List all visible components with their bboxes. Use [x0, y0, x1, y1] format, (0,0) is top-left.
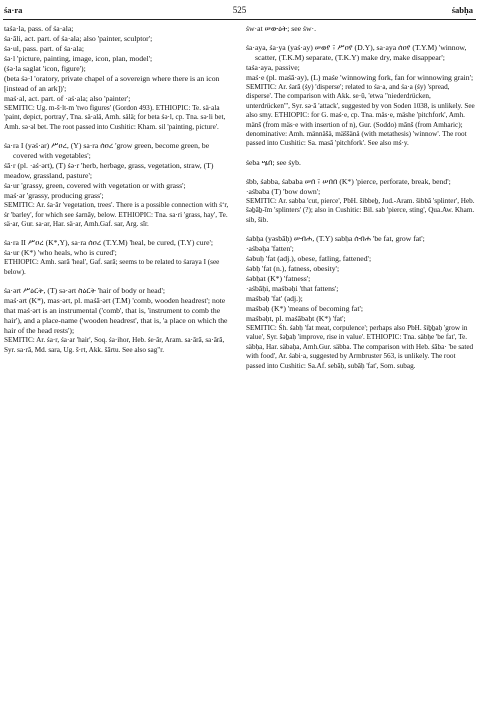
etymology-note: SEMITIC: Ar. śa·ār 'vegetation, trees'. There is a possible connection with śʻr, śr 'barley', for which see śarnāy, below. ETHIOPIC: Tna. sa·ri 'grass, hay', Te. sä·ar, Gur. sa·ar, Har. sä·ar, Amh.Gaf. sar, Arg. sīr.	[4, 201, 229, 229]
dictionary-entry-line: śa·ra II ሥዐረ (K*,Y), sa·ra ሰዐረ (T.Y.M) 'heal, be cured, (T.Y) cure';	[4, 238, 214, 248]
dictionary-entry-line: maś·e (pl. maśā·əy), (L) maśe 'winnowing fork, fan for winnowing grain';	[246, 73, 474, 82]
dictionary-entry-line: (beta śə·l 'oratory, private chapel of a sovereign where there is an icon [instead of an ark])';	[4, 74, 220, 93]
left-column	[4, 24, 232, 355]
dictionary-entry-line: śəbuḥ 'fat (adj.), obese, fatling, fattened';	[246, 254, 372, 264]
right-column	[246, 24, 475, 371]
dictionary-entry-line: śbb, śabba, śababa ሠበ ፣ ሠበበ (K*) 'pierce, perforate, break, bend';	[246, 176, 451, 186]
header-rule	[3, 19, 476, 20]
dictionary-entry-line: maś·ərt (K*), mas·ərt, pl. maśā·ərt (T.M) 'comb, wooden headrest'; note that maś·ərt is an instrumental ('comb', that is, 'instrument to comb the hair'), and a place-name ('wooden headrest', that is, 'a place on which the hair of the head rests');	[4, 296, 228, 336]
etymology-note: SEMITIC: Ar. sabba 'cut, pierce', PbH. šibbeḇ, Jud.-Aram. šibbā 'splinter', Heb. šəḇāḇ-īm 'splinters' (?); also in Cushitic: Bil. sab 'pierce, sting', Qua.Aw. Kham. sib, šib.	[246, 196, 475, 224]
dictionary-entry-line: maś·al, act. part. of ·aś·ala; also 'painter';	[4, 94, 131, 103]
dictionary-entry-line: (śə·la saglat 'icon, figure');	[4, 64, 86, 73]
dictionary-entry-line: śabḥa (yəsbāḥ) ሠብሐ, (T.Y) sabḥa ሰብሐ 'be fat, grow fat';	[246, 234, 425, 244]
dictionary-entry-line: ·aśbaba (T) 'bow down';	[246, 186, 321, 196]
header-left-guideword: śa·ra	[4, 5, 23, 15]
etymology-note: SEMITIC: Śh. śabḥ 'fat meat, corpulence'; perhaps also PbH. šiḇḇaḥ 'grow in value', Syr. šəḇaḥ 'improve, rise in value'. ETHIOPIC: Tna. säbḥe 'be fat', Te. säbḥa, Har. säbaḥa, Amh.Gur. säbba. The comparison with Heb. śāba· 'be sated with food', Ar. śabi·a, suggested by Armbruster 563, is unlikely. The root passed into Cushitic: Sa.Af. sebāḥ, subāḥ 'fat', Som. subag.	[246, 324, 474, 370]
running-header	[0, 5, 479, 19]
dictionary-entry-line: maśbəḥ (K*) 'means of becoming fat';	[246, 304, 363, 314]
dictionary-entry-line: śa·āli, act. part. of śa·ala; also 'painter, sculptor';	[4, 34, 153, 43]
dictionary-entry-line: maśbəḥt, pl. maśābəḥt (K*) 'fat';	[246, 314, 346, 324]
dictionary-entry-line: śa·ur 'grassy, green, covered with vegetation or with grass';	[4, 181, 186, 191]
dictionary-entry-line: śəbḥ 'fat (n.), fatness, obesity';	[246, 264, 340, 274]
dictionary-entry-line: śə·ul, pass. part. of śa·ala;	[4, 44, 85, 53]
dictionary-entry-line: śā·r (pl. ·aś·ərt), (T) śə·r 'herb, herbage, grass, vegetation, straw, (T) meadow, grassland, pasture';	[4, 161, 214, 181]
etymology-note: SEMITIC: Ug. m-š·lt-m 'two figures' (Gordon 493). ETHIOPIC: Te. sä·ala 'paint, depict, portray', Tna. sä·alä, Amh. sälä; for beta śə·l, cp. Tna. sə·li bet, Amh. sə·əl bet. The root passed into Cushitic: Kham. sil 'painting, picture'.	[4, 104, 226, 131]
dictionary-entry-line: śa·ərt ሥዕርት, (T) sə·ərt ስዕርት 'hair of body or head';	[4, 286, 166, 296]
dictionary-entry-line: taśa·la, pass. of śa·ala;	[4, 24, 74, 33]
dictionary-entry-line: śa·ur (K*) 'who heals, who is cured';	[4, 248, 117, 258]
dictionary-entry-line: maś·ər 'grassy, producing grass';	[4, 191, 104, 201]
dictionary-entry-line: śa·aya, śa·ya (yaś·ay) ሠወየ ፣ ሥዐየ (D.Y), sa·aya ሰዐየ (T.Y.M) 'winnow, scatter, (T.K.M) separate, (T.K.Y) make dry, make disappear';	[246, 43, 467, 62]
dictionary-entry-line: św·at ሠውዕት; see św·.	[246, 24, 317, 33]
dictionary-entry-line: śəbḥat (K*) 'fatness';	[246, 274, 311, 284]
page-number: 525	[232, 5, 247, 15]
dictionary-entry-line: taśa·aya, passive;	[246, 63, 300, 72]
dictionary-entry-line: ·aśbəḥa 'fatten';	[246, 244, 294, 254]
dictionary-entry-line: ·aśbāḥi, maśbəḥi 'that fattens';	[246, 284, 339, 294]
dictionary-entry-line: śa·ra I (yəś·ar) ሥዐረ, (Y) sa·ra ሰዐረ 'grow green, become green, be covered with vegetables';	[4, 141, 210, 161]
etymology-note: SEMITIC: Ar. śa·r, śa·ar 'hair', Soq. śa·ihor, Heb. śe·ār, Aram. sa·ārā, sa·ārā, Syr. sa·rā, Md. sara, Ug. š·rt, Akk. šārtu. See also sag"r.	[4, 336, 225, 354]
dictionary-entry-line: śeba ሤበ; see śyb.	[246, 157, 301, 167]
dictionary-entry-line: śə·l 'picture, painting, image, icon, plan, model';	[4, 54, 153, 63]
etymology-note: SEMITIC: Ar. śarā (śy) 'disperse'; related to śa·a, and śa·a (śy) 'spread, disperse'. The comparison with Akk. se·ū, 'etwa "niederdrücken, unterdrücken"', Syr. sə·ā 'attack', suggested by von Soden 1038, is unlikely. See also smy. ETHIOPIC: for G. maś·e, cp. Tna. mäs·e, mäshe 'pitchfork', Amh. mänš (from mäs·e with insertion of n), Gur. (Soddo) mānš (from Amharic); denominative: Amh. männäšä, mäššänä (with metathesis) 'winnow'. The root passed into Cushitic: Sa. masā 'pitchfork'. See also mś·y.	[246, 83, 475, 148]
header-right-guideword: śabḥa	[451, 5, 473, 15]
etymology-note: ETHIOPIC: Amh. sarā 'heal', Gaf. sarā; seems to be related to śaraya I (see below).	[4, 258, 220, 276]
dictionary-entry-line: maśbəḥ 'fat' (adj.);	[246, 294, 303, 304]
